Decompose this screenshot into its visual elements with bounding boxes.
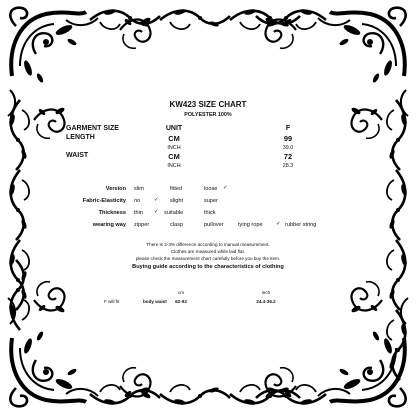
wearing-option-tying-rope: tying rope [238,222,263,228]
length-cm-unit: CM [168,134,180,143]
wearing-option-pullover: pullover [204,222,224,228]
version-option-slim: slim [134,186,144,192]
fit-inch-range: 24.4-36.2 [256,299,276,304]
elasticity-option-super: super [204,198,218,204]
wearing-option-rubber-string: rubber string [285,222,317,228]
waist-inch-unit: INCH [167,163,181,169]
check-icon: ✓ [276,221,281,227]
fit-cm-range: 62-92 [175,299,187,304]
fit-cm-header: cm [177,290,185,295]
length-cm-value: 99 [283,134,293,143]
waist-inch-value: 28.3 [282,163,294,169]
note-laid-flat: Clothes are measured while laid flat. [170,249,246,254]
material-label: POLYESTER 100% [184,112,232,118]
check-icon: ✓ [223,185,228,191]
waist-label: WAIST [66,152,89,159]
waist-cm-value: 72 [283,152,293,161]
unit-label: UNIT [165,125,183,132]
garment-size-label: GARMENT SIZE [66,125,119,132]
fit-measure-label: body waist [143,299,167,304]
length-label: LENGTH [66,134,95,141]
thickness-option-thin: thin [134,210,144,216]
check-icon: ✓ [154,197,159,203]
buying-guide-heading: Buying guide according to the characteristics of clothing [132,264,284,270]
waist-cm-unit: CM [168,152,180,161]
wearing-way-label: wearing way [92,222,126,228]
fit-inch-header: inch [261,290,271,295]
version-option-fitted: fitted [170,186,183,192]
length-inch-value: 39.0 [282,145,294,151]
check-icon: ✓ [154,209,159,215]
wearing-option-clasp: clasp [170,222,184,228]
length-inch-unit: INCH [167,145,181,151]
elasticity-option-no: no [134,198,141,204]
thickness-label: Thickness [98,210,126,216]
note-check-chart: please check the measurement chart carefully before you buy the item. [135,256,281,261]
thickness-option-thick: thick [204,210,216,216]
elasticity-label: Fabric-Elasticity [82,198,126,204]
thickness-option-suitable: suitable [164,210,184,216]
elasticity-option-slight: slight [170,198,184,204]
wearing-option-zipper: zipper [134,222,150,228]
size-name: F [285,125,291,132]
fit-size-label: F will fit [104,299,120,304]
note-difference: There is 2-3% difference according to manual measurement. [146,242,270,247]
version-label: Version [105,186,126,192]
version-option-loose: loose [204,186,218,192]
chart-title: KW423 SIZE CHART [169,100,247,109]
